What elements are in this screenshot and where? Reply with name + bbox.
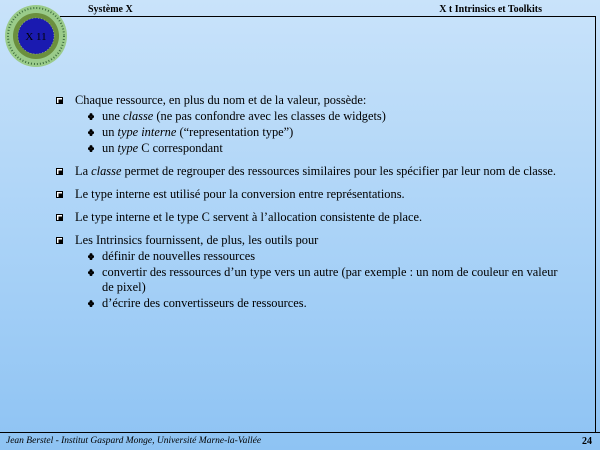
clover-bullet-icon [88, 113, 94, 120]
sub-bullet-item [75, 109, 565, 124]
text-run: Les Intrinsics fournissent, de plus, les outils pour [75, 233, 319, 247]
text-run: Le type interne et le type C servent à l’allocation consistente de place. [75, 210, 423, 224]
text-run: C correspondant [138, 141, 223, 155]
square-bullet-icon [56, 97, 63, 104]
italic-text: classe [91, 164, 122, 178]
bullet-text [75, 210, 422, 224]
clover-bullet-icon [88, 300, 94, 307]
text-run: (“representation type”) [176, 125, 294, 139]
bullet-text [75, 93, 366, 107]
logo-text: X 11 [25, 31, 47, 43]
header-right-title: X t Intrinsics et Toolkits [439, 4, 542, 15]
bullet-item [55, 93, 565, 156]
text-run: Chaque ressource, en plus du nom et de la valeur, possède: [75, 93, 367, 107]
text-run: une [102, 109, 123, 123]
text-run: Le type interne est utilisé pour la conversion entre représentations. [75, 187, 405, 201]
bullet-item [55, 210, 565, 225]
bullet-text [75, 164, 556, 178]
italic-text: type interne [117, 125, 177, 139]
italic-text: classe [123, 109, 154, 123]
text-run: (ne pas confondre avec les classes de widgets) [153, 109, 386, 123]
bullet-item [55, 233, 565, 311]
square-bullet-icon [56, 214, 63, 221]
sub-bullet-item [75, 265, 565, 295]
clover-bullet-icon [88, 269, 94, 276]
square-bullet-icon [56, 191, 63, 198]
text-run: convertir des ressources d’un type vers un autre (par exemple : un nom de couleur en valeur de pixel) [102, 265, 558, 294]
square-bullet-icon [56, 237, 63, 244]
italic-text: type [117, 141, 139, 155]
right-border [595, 16, 596, 432]
text-run: un [102, 141, 118, 155]
sub-bullet-item [75, 249, 565, 264]
clover-bullet-icon [88, 145, 94, 152]
header-divider [60, 16, 596, 17]
text-run: définir de nouvelles ressources [102, 249, 256, 263]
footer-divider [0, 432, 600, 433]
sub-bullet-item [75, 125, 565, 140]
sub-bullet-item [75, 296, 565, 311]
square-bullet-icon [56, 168, 63, 175]
text-run: d’écrire des convertisseurs de ressources. [102, 296, 307, 310]
bullet-item [55, 187, 565, 202]
bullet-list [55, 93, 565, 319]
clover-bullet-icon [88, 129, 94, 136]
sub-bullet-item [75, 141, 565, 156]
header-left-title: Système X [88, 4, 133, 15]
clover-bullet-icon [88, 253, 94, 260]
footer-author: Jean Berstel - Institut Gaspard Monge, Université Marne-la-Vallée [6, 436, 262, 446]
text-run: un [102, 125, 118, 139]
x11-logo-icon [4, 4, 68, 68]
bullet-text [75, 233, 318, 247]
page-number: 24 [582, 436, 592, 447]
bullet-item [55, 164, 565, 179]
text-run: permet de regrouper des ressources similaires pour les spécifier par leur nom de classe. [121, 164, 556, 178]
bullet-text [75, 187, 405, 201]
text-run: La [75, 164, 92, 178]
